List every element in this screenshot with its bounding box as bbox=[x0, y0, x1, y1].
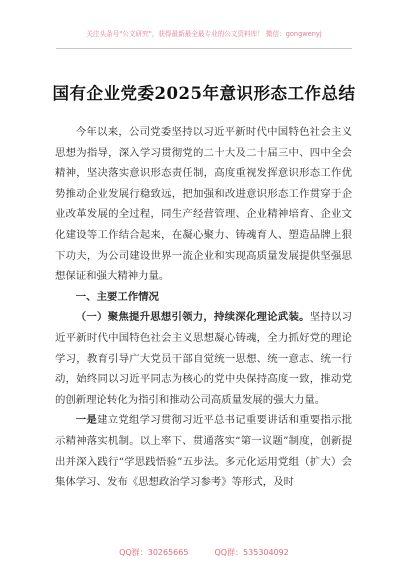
point-label: 一是 bbox=[75, 414, 98, 427]
footer-qq-group-2: QQ群：535304092 bbox=[214, 548, 289, 557]
footer-contact bbox=[0, 547, 408, 558]
point-text: 建立党组学习贯彻习近平总书记重要讲话和重要指示批示精神落实机制。以上率下、贯通落实“第一议题”制度，创新提出并深入践行“学思践悟验”五步法。多元化运用党组（扩大）会集体学习、发布《思想政治学习参考》等形式，及时 bbox=[55, 414, 352, 489]
document-body bbox=[55, 122, 352, 493]
subsection-text: 坚持以习近平新时代中国特色社会主义思想凝心铸魂，全力抓好党的理论学习，教育引导广大党员干部自觉统一思想、统一意志、统一行动，始终同以习近平同志为核心的党中央保持高度一致，推动党的创新理论转化为指引和推动公司高质量发展的强大力量。 bbox=[55, 311, 353, 406]
subsection-heading: （一）聚焦提升思想引领力，持续深化理论武装。 bbox=[75, 311, 310, 324]
point-paragraph bbox=[55, 410, 352, 492]
section-heading: 一、主要工作情况 bbox=[75, 290, 159, 303]
header-promo-note: 关注头条号"公文研究"，获得最新最全最专业的公文资料库！ 微信：gongwenyj bbox=[86, 30, 322, 38]
document-title: 国有企业党委2025年意识形态工作总结 bbox=[52, 84, 356, 103]
intro-paragraph: 今年以来，公司党委坚持以习近平新时代中国特色社会主义思想为指导，深入学习贯彻党的二十大及二十届三中、四中全会精神，坚决落实意识形态责任制，高度重视发挥意识形态工作优势推动企业发展行稳致远，把加强和改进意识形态工作贯穿于企业改革发展的全过程，同生产经营管理、企业精神培育、企业文化建设等工作结合起来，在凝心聚力、铸魂育人、塑造品牌上狠下功夫，为公司建设世界一流企业和实现高质量发展提供坚强思想保证和强大精神力量。 bbox=[55, 126, 352, 283]
subsection-paragraph bbox=[55, 307, 352, 410]
header-divider bbox=[56, 48, 352, 49]
footer-qq-group-1: QQ群：30265665 bbox=[119, 548, 189, 557]
